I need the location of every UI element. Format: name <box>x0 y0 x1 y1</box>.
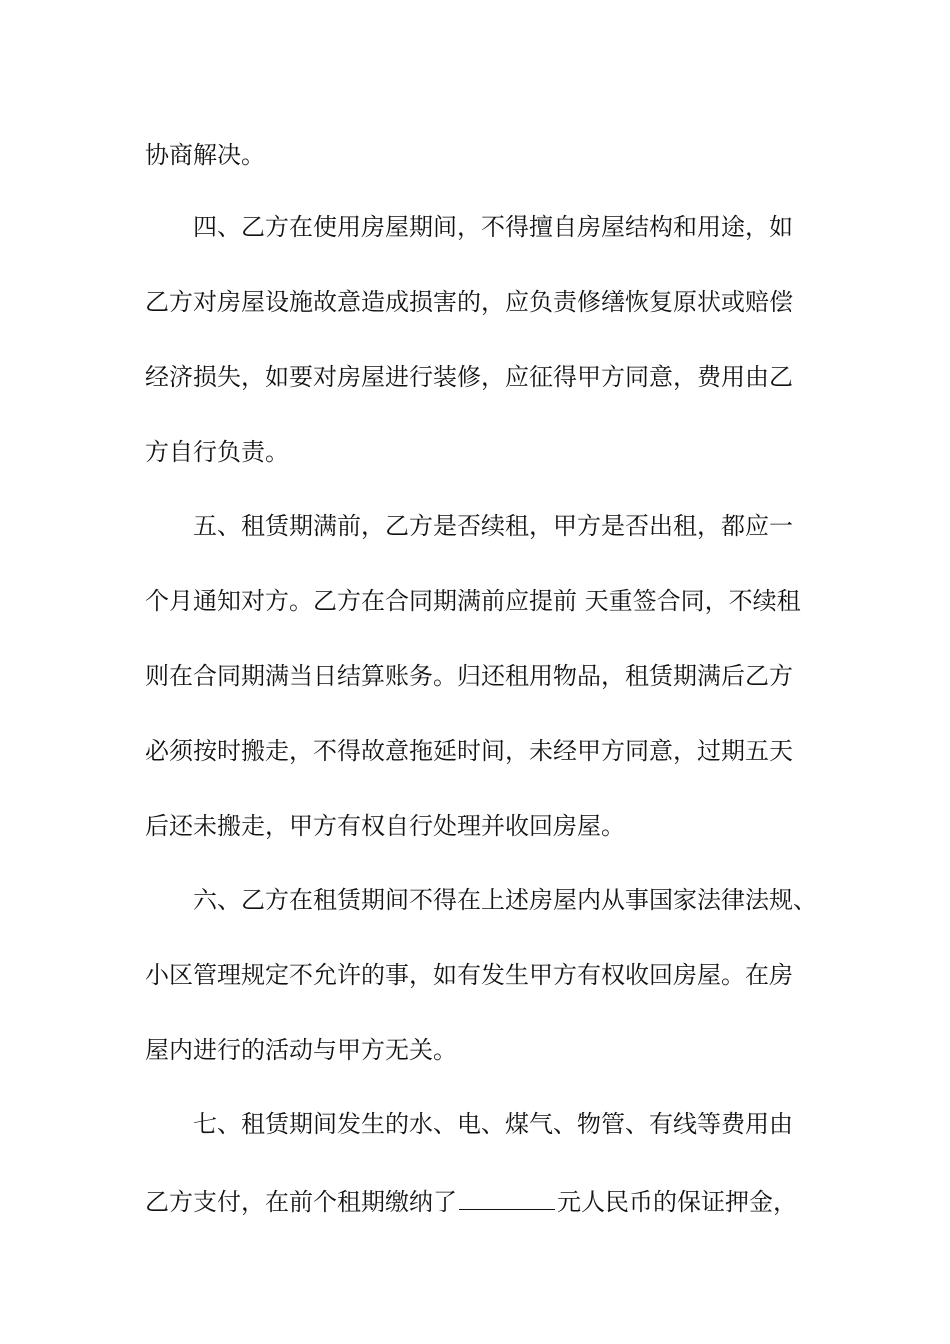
clause-five-line: 五、租赁期满前，乙方是否续租，甲方是否出租，都应一 <box>193 512 793 540</box>
deposit-amount-blank <box>459 1179 555 1210</box>
deposit-line-suffix: 元人民币的保证押金， <box>557 1188 797 1216</box>
clause-seven-line: 七、租赁期间发生的水、电、煤气、物管、有线等费用由 <box>193 1110 793 1138</box>
paragraph-line: 必须按时搬走，不得故意拖延时间，未经甲方同意，过期五天 <box>145 737 793 765</box>
paragraph-line: 协商解决。 <box>145 141 265 169</box>
paragraph-line: 屋内进行的活动与甲方无关。 <box>145 1036 457 1064</box>
paragraph-line: 后还未搬走，甲方有权自行处理并收回房屋。 <box>145 812 625 840</box>
paragraph-line: 乙方对房屋设施故意造成损害的，应负责修缮恢复原状或赔偿 <box>145 288 793 316</box>
deposit-line <box>145 1179 797 1219</box>
clause-six-line: 六、乙方在租赁期间不得在上述房屋内从事国家法律法规、 <box>193 886 817 914</box>
deposit-line-prefix: 乙方支付，在前个租期缴纳了 <box>145 1188 457 1216</box>
paragraph-line: 个月通知对方。乙方在合同期满前应提前 天重签合同，不续租 <box>145 587 801 615</box>
paragraph-line: 方自行负责。 <box>145 438 289 466</box>
paragraph-line: 则在合同期满当日结算账务。归还租用物品，租赁期满后乙方 <box>145 662 793 690</box>
clause-four-line: 四、乙方在使用房屋期间，不得擅自房屋结构和用途，如 <box>193 213 793 241</box>
paragraph-line: 经济损失，如要对房屋进行装修，应征得甲方同意，费用由乙 <box>145 363 793 391</box>
paragraph-line: 小区管理规定不允许的事，如有发生甲方有权收回房屋。在房 <box>145 961 793 989</box>
